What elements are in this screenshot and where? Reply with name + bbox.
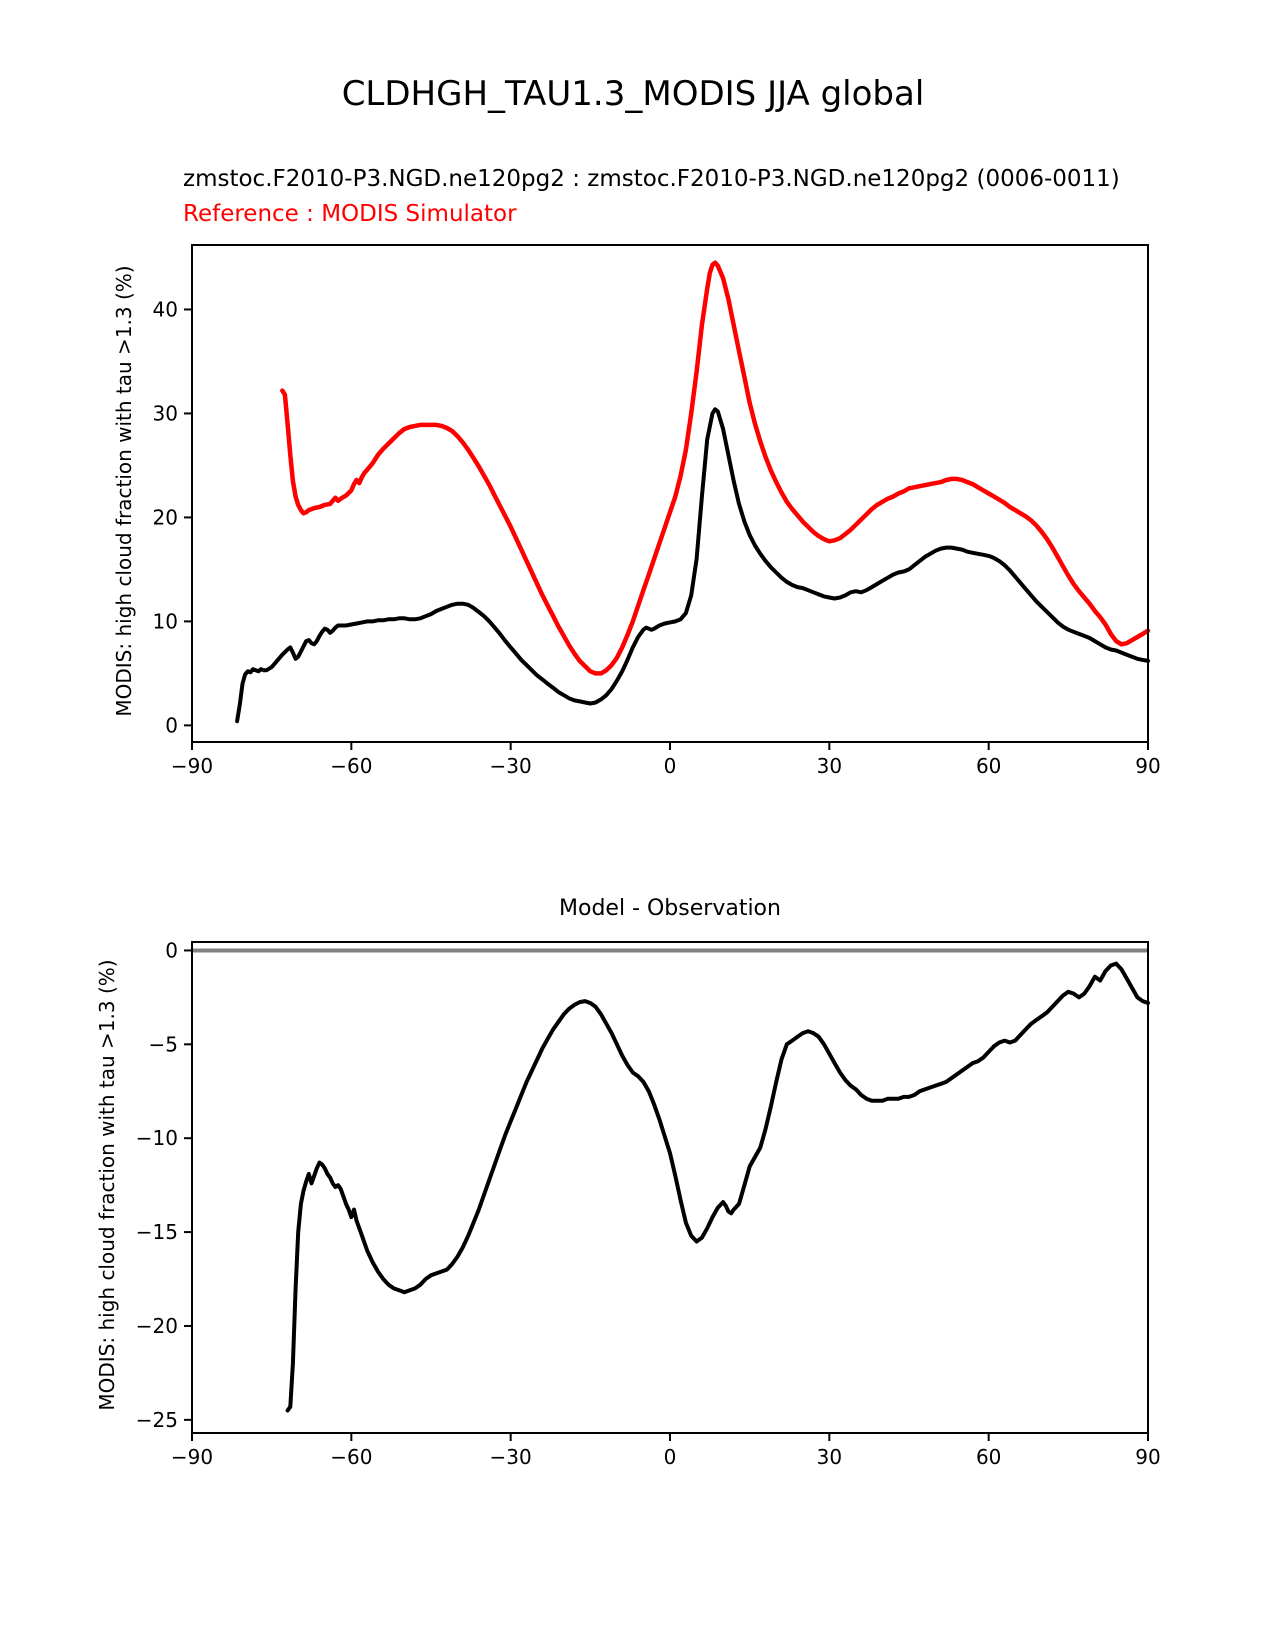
- bottom-plot-x-tick-label: −90: [170, 1445, 214, 1469]
- bottom-plot-x-tick-label: −60: [330, 1445, 373, 1469]
- top-plot-x-tick-label: 0: [663, 754, 677, 778]
- reference-label: Reference : MODIS Simulator: [183, 201, 517, 227]
- top-plot-series-line: [237, 409, 1148, 721]
- bottom-plot-y-tick-label: 0: [165, 938, 178, 963]
- bottom-plot-ylabel: MODIS: high cloud fraction with tau >1.3 (%): [95, 959, 119, 1411]
- bottom-plot-y-tick-label: −10: [135, 1126, 178, 1151]
- top-plot-y-tick-label: 30: [152, 401, 178, 426]
- top-plot-y-tick-label: 40: [152, 297, 178, 322]
- bottom-plot-x-tick-label: 60: [975, 1445, 1002, 1469]
- top-plot-x-tick-label: −30: [489, 754, 532, 778]
- top-plot-y-tick-label: 10: [152, 609, 178, 634]
- top-plot-y-tick-label: 0: [165, 713, 178, 738]
- figure-title: CLDHGH_TAU1.3_MODIS JJA global: [341, 74, 925, 114]
- bottom-plot-series-line: [288, 964, 1148, 1411]
- bottom-plot-x-tick-label: 0: [663, 1445, 677, 1469]
- bottom-plot-x-tick-label: 30: [816, 1445, 843, 1469]
- top-plot-y-tick-label: 20: [152, 505, 178, 530]
- model-run-label: zmstoc.F2010-P3.NGD.ne120pg2 : zmstoc.F2010-P3.NGD.ne120pg2 (0006-0011): [183, 166, 1120, 192]
- bottom-plot-y-tick-label: −5: [148, 1032, 178, 1057]
- bottom-plot-y-tick-label: −20: [135, 1313, 178, 1338]
- bottom-plot-y-tick-label: −25: [135, 1407, 178, 1432]
- top-plot-ylabel: MODIS: high cloud fraction with tau >1.3 (%): [112, 265, 136, 717]
- top-plot-x-tick-label: 30: [816, 754, 843, 778]
- top-plot-x-tick-label: −60: [330, 754, 373, 778]
- top-plot-x-tick-label: 60: [975, 754, 1002, 778]
- top-plot-series-line: [282, 263, 1148, 674]
- bottom-plot-y-tick-label: −15: [135, 1220, 178, 1245]
- top-plot-x-tick-label: −90: [170, 754, 214, 778]
- bottom-plot-x-tick-label: 90: [1135, 1445, 1161, 1469]
- top-plot-x-tick-label: 90: [1135, 754, 1161, 778]
- bottom-plot-x-tick-label: −30: [489, 1445, 532, 1469]
- top-plot-border: [192, 245, 1148, 742]
- diff-plot-title: Model - Observation: [559, 896, 781, 921]
